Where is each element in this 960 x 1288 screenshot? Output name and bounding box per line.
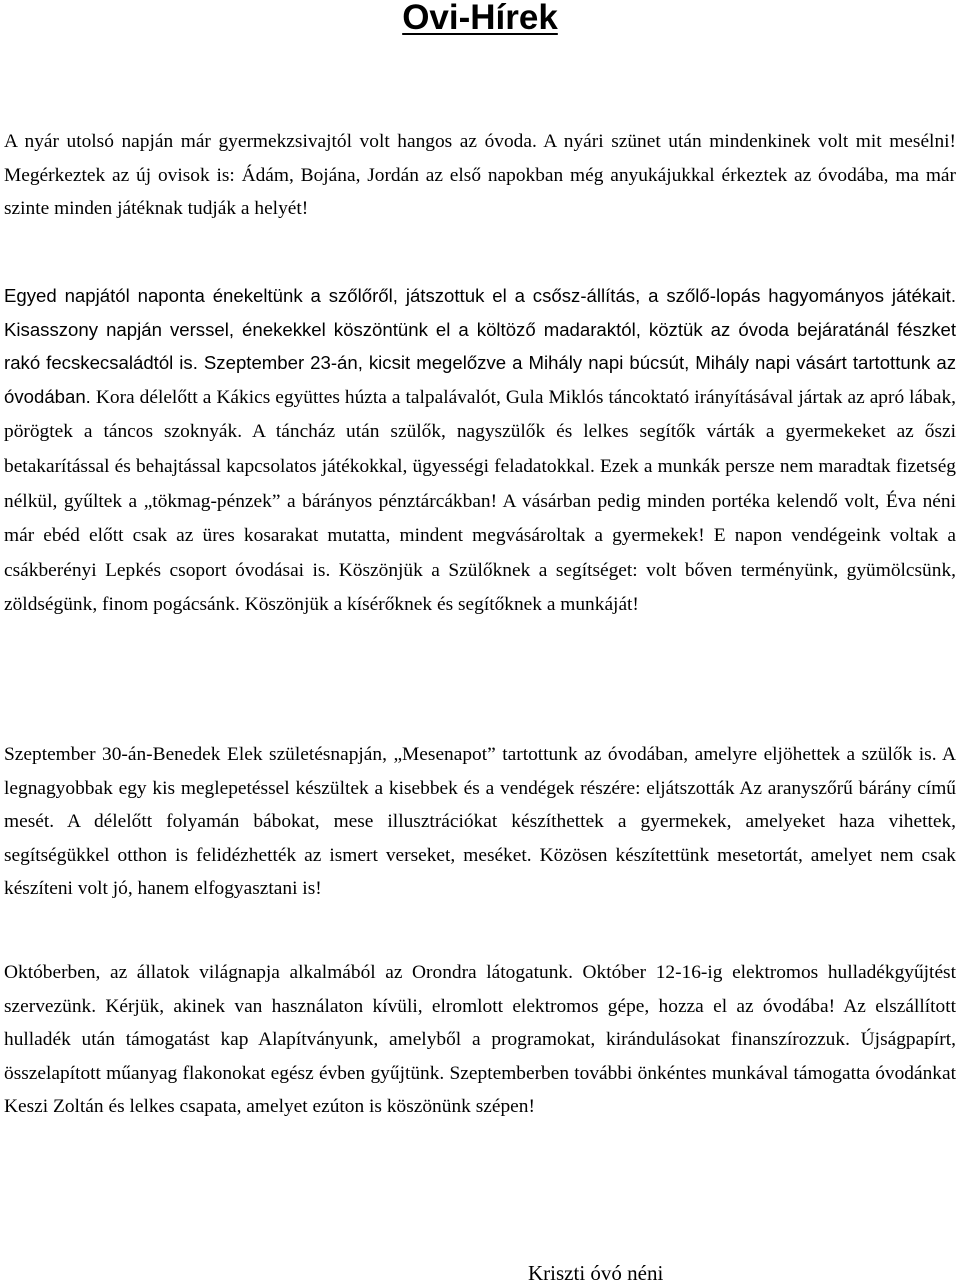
signature: Kriszti óvó néni xyxy=(528,1261,664,1285)
paragraph-autumn-events-serif: Kora délelőtt a Kákics együttes húzta a talpalávalót, Gula Miklós táncoktató irányításával jártak az apró lábak, pörögtek a táncos szoknyák. A táncház után szülők, nagyszülők és lelkes segítők várták a gyermekeket az őszi betakarítással és behajtással kapcsolatos játékokkal, ügyességi feladatokkal. Ezek a munkák persze nem maradtak fizetség nélkül, gyűltek a „tökmag-pénzek” a bárányos pénztárcákban! A vásárban pedig minden portéka kelendő volt, Éva néni már ebéd előtt csak az üres kosarakat mutatta, mindent megvásároltak a gyermekek! E napon vendégeink voltak a csákberényi Lepkés csoport óvodásai is. Köszönjük a Szülőknek a segítséget: volt bőven terményünk, gyümölcsünk, zöldségünk, finom pogácsánk. Köszönjük a kísérőknek és segítőknek a munkáját! xyxy=(4,386,956,616)
paragraph-summer-end: A nyár utolsó napján már gyermekzsivajtól volt hangos az óvoda. A nyári szünet után mindenkinek volt mit mesélni! Megérkeztek az új ovisok is: Ádám, Bojána, Jordán az első napokban még anyukájukkal érkeztek az óvodába, ma már szinte minden játéknak tudják a helyét! xyxy=(4,131,956,220)
paragraph-autumn-events-sans: Egyed napjától naponta énekeltünk a szőlőről, játszottuk el a csősz-állítás, a szőlő-lopás hagyományos játékait. Kisasszony napján verssel, énekekkel köszöntünk el a költöző madaraktól, köztük az óvoda bejáratánál fészket rakó fecskecsaládtól is. Szeptember 23-án, kicsit megelőzve a Mihály napi búcsút, Mihály napi vásárt tartottunk az óvodában. xyxy=(4,285,956,407)
paragraph-october-plans: Októberben, az állatok világnapja alkalmából az Orondra látogatunk. Október 12-16-ig elektromos hulladékgyűjtést szervezünk. Kérjük, akinek van használaton kívüli, elromlott elektromos gépe, hozza el az óvodába! Az elszállított hulladék után támogatást kap Alapítványunk, amelyből a programokat, kirándulásokat finanszírozzuk. Újságpapírt, összelapított műanyag flakonokat egész évben gyűjtünk. Szeptemberben további önkéntes munkával támogatta óvodánkat Keszi Zoltán és lelkes csapata, amelyet ezúton is köszönünk szépen! xyxy=(4,962,956,1118)
paragraph-tale-day: Szeptember 30-án-Benedek Elek születésnapján, „Mesenapot” tartottunk az óvodában, amelyre eljöhettek a szülők is. A legnagyobbak egy kis meglepetéssel készültek a kisebbek és a vendégek részére: eljátszották Az aranyszőrű bárány című mesét. A délelőtt folyamán bábokat, mese illusztrációkat készíthettek a gyermekek, amelyeket haza vihettek, segítségükkel otthon is felidézhették az ismert verseket, meséket. Közösen készítettünk mesetortát, amelyet nem csak készíteni volt jó, hanem elfogyasztani is! xyxy=(4,744,956,900)
paragraph-autumn-events xyxy=(4,279,956,622)
page-title: Ovi-Hírek xyxy=(402,0,558,37)
